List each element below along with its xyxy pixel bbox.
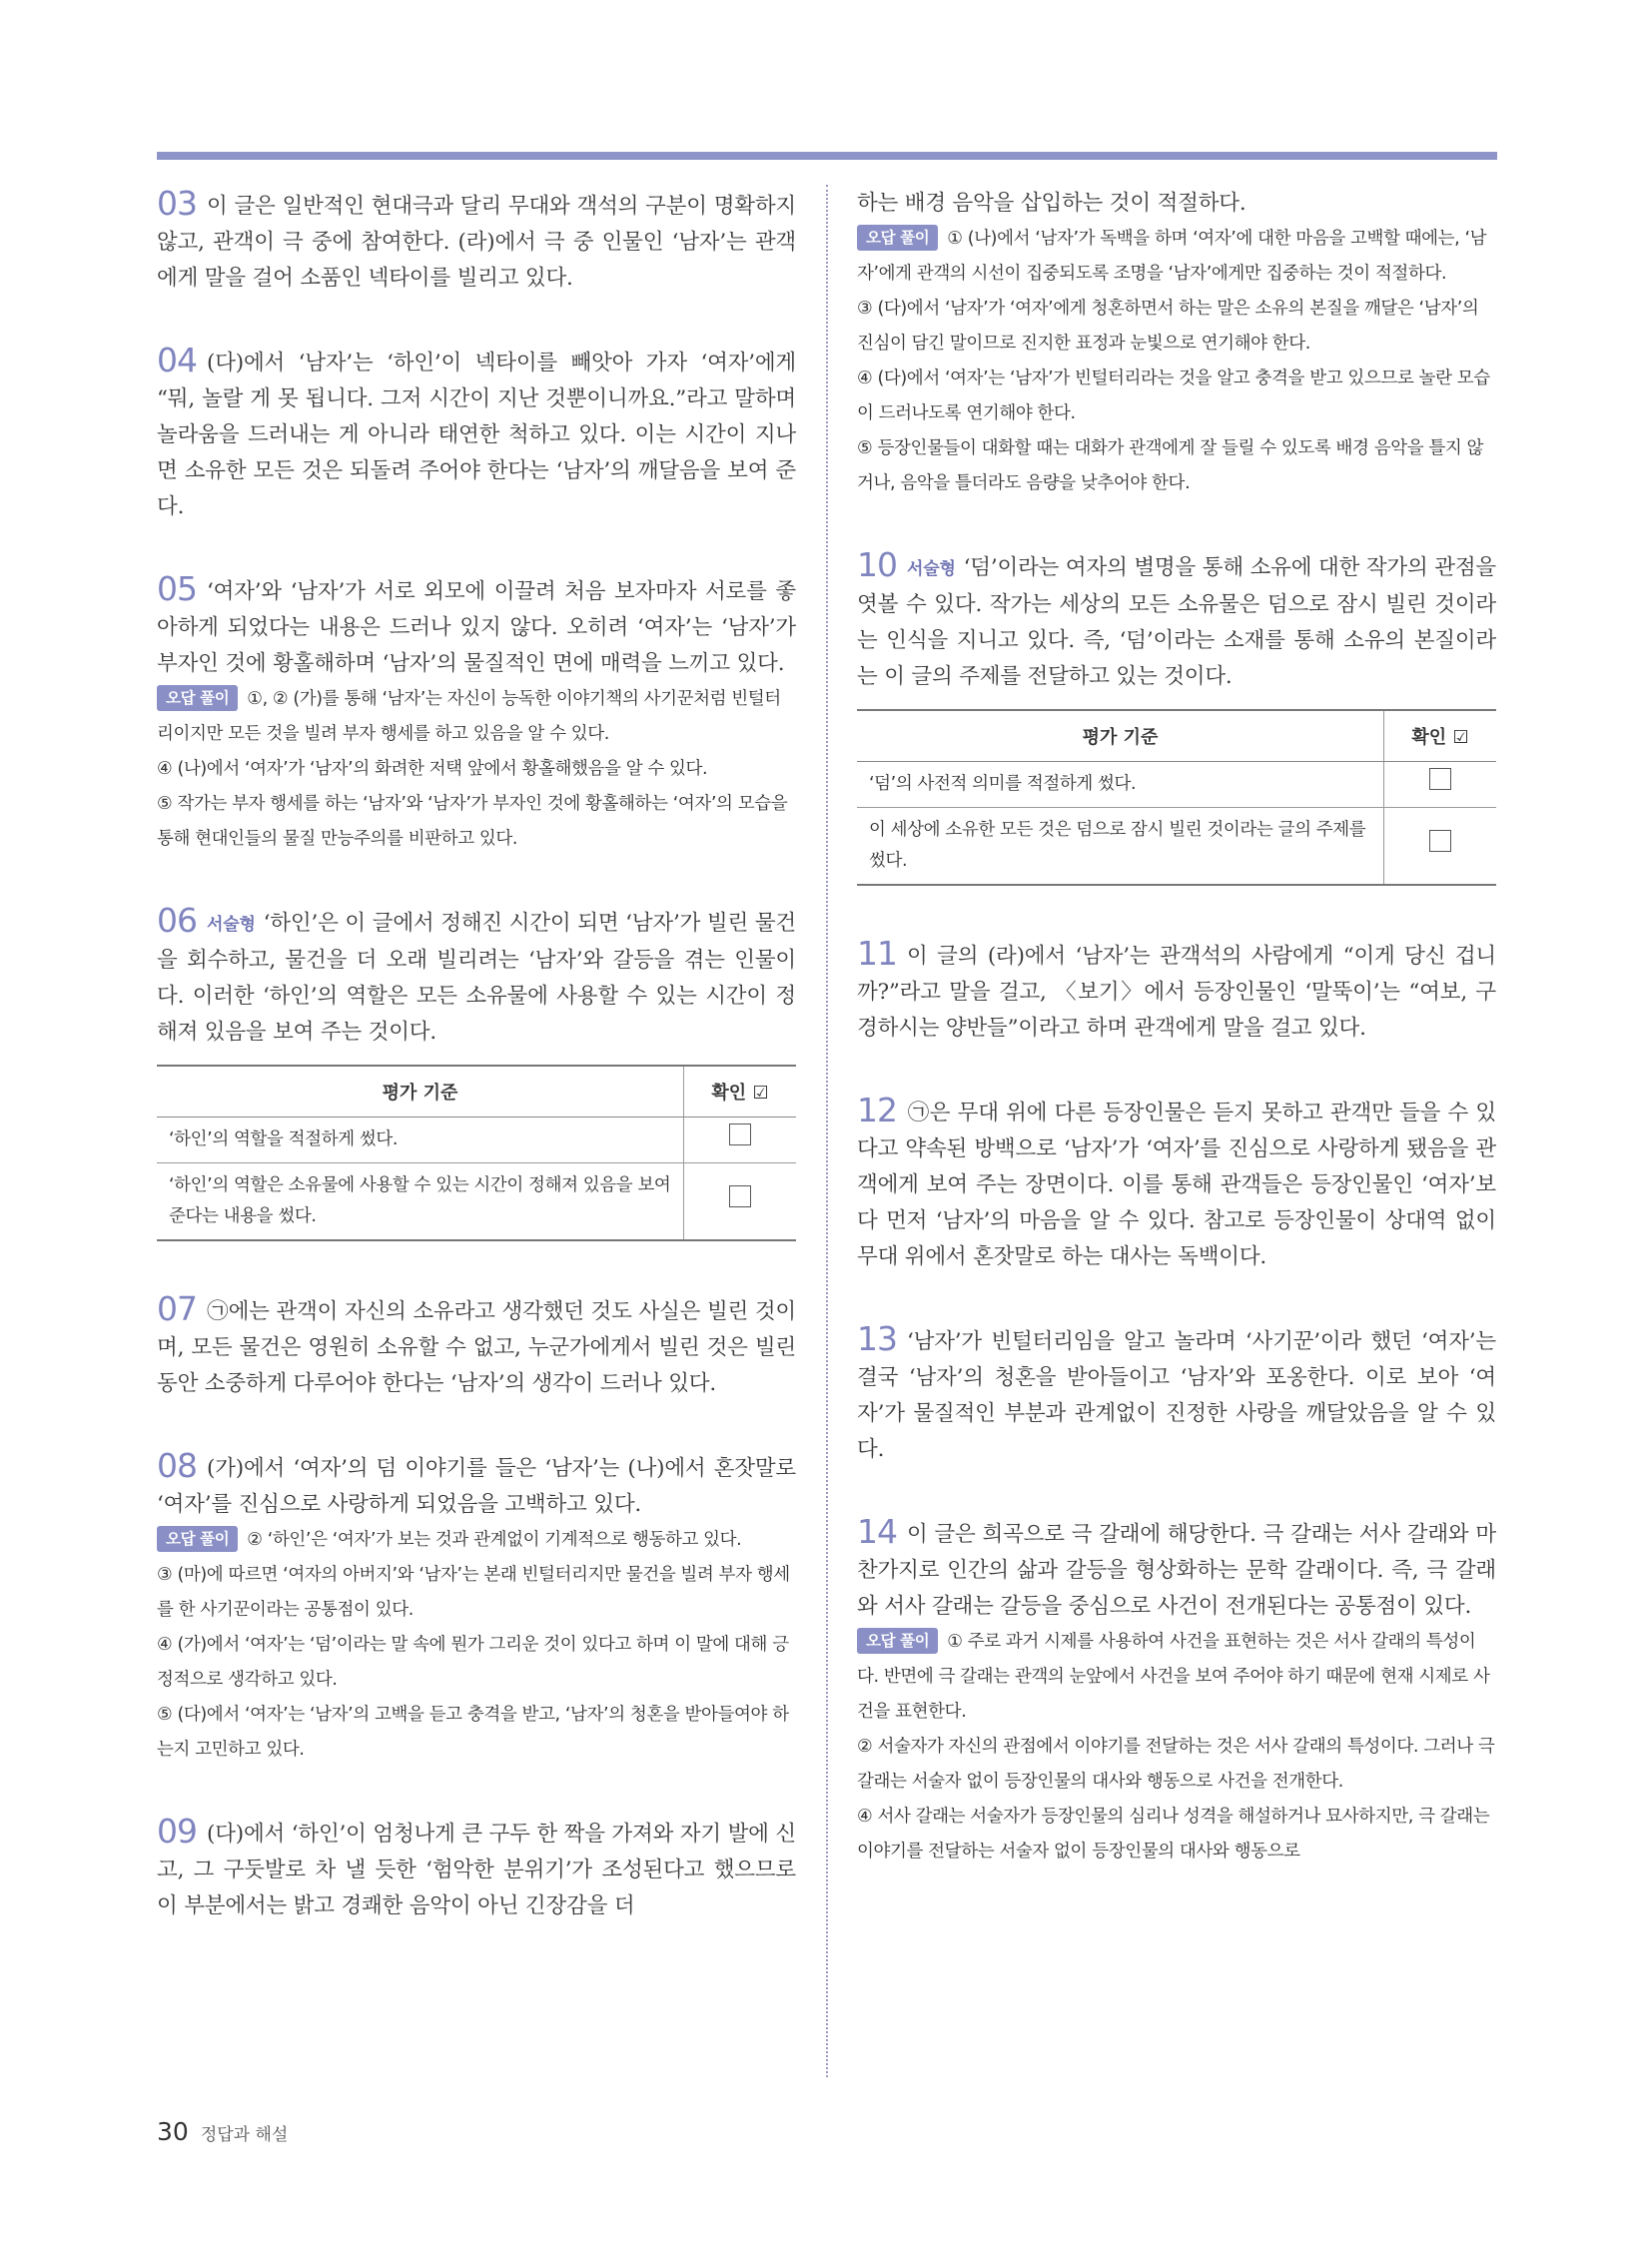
criteria-table [157,1065,796,1241]
criteria-cell: ‘하인’의 역할을 적절하게 썼다. [157,1118,684,1163]
answer-text: ‘덤’이라는 여자의 별명을 통해 소유에 대한 작가의 관점을 엿볼 수 있다. 작가는 세상의 모든 소유물은 덤으로 잠시 빌린 것이라는 인식을 지니고 있다. 즉, ‘덤’이라는 소재를 통해 소유의 본질이라는 이 글의 주제를 전달하고 있는 것이다. [857,555,1496,689]
top-accent-bar [157,152,1497,160]
answer-text: 이 글의 (라)에서 ‘남자’는 관객석의 사람에게 “이게 당신 겁니까?”라고 말을 걸고, 〈보기〉에서 등장인물인 ‘말뚝이’는 “여보, 구경하시는 양반들”이라고 하며 관객에게 말을 걸고 있다. [857,944,1496,1041]
left-column [157,186,796,1924]
question-number: 08 [157,1446,197,1485]
question-number: 07 [157,1289,197,1328]
note-text: ④ (다)에서 ‘여자’는 ‘남자’가 빈털터리라는 것을 알고 충격을 받고 있으므로 놀란 모습이 드러나도록 연기해야 한다. [857,369,1490,423]
question-number: 14 [857,1512,897,1551]
criteria-cell: 이 세상에 소유한 모든 것은 덤으로 잠시 빌린 것이라는 글의 주제를 썼다. [857,808,1384,886]
table-row [857,808,1496,886]
note-text: ③ (마)에 따르면 ‘여자의 아버지’와 ‘남자’는 본래 빈털터리지만 물건을 빌려 부자 행세를 한 사기꾼이라는 공통점이 있다. [157,1565,790,1620]
criteria-cell: ‘하인’의 역할은 소유물에 사용할 수 있는 시간이 정해져 있음을 보여 준다는 내용을 썼다. [157,1163,684,1241]
column-divider [826,185,828,2077]
question-11 [857,936,1496,1047]
answer-text: ㉠은 무대 위에 다른 등장인물은 듣지 못하고 관객만 들을 수 있다고 약속된 방백으로 ‘남자’가 ‘여자’를 진심으로 사랑하게 됐음을 관객에게 보여 주는 장면이다. 이를 통해 관객들은 등장인물인 ‘여자’보다 먼저 ‘남자’의 마음을 알 수 있다. 참고로 등장인물이 상대역 없이 무대 위에서 혼잣말로 하는 대사는 독백이다. [857,1101,1496,1269]
question-09 [157,1814,796,1924]
note-text: ④ (나)에서 ‘여자’가 ‘남자’의 화려한 저택 앞에서 황홀해했음을 알 수 있다. [157,759,708,779]
answer-text: 이 글은 일반적인 현대극과 달리 무대와 객석의 구분이 명확하지 않고, 관객이 극 중에 참여한다. (라)에서 극 중 인물인 ‘남자’는 관객에게 말을 걸어 소품인 넥타이를 빌리고 있다. [157,194,796,291]
criteria-header: 평가 기준 [157,1066,684,1118]
answer-text: (다)에서 ‘남자’는 ‘하인’이 넥타이를 빼앗아 가자 ‘여자’에게 “뭐, 놀랄 게 못 됩니다. 그저 시간이 지난 것뿐이니까요.”라고 말하며 놀라움을 드러내는 게 아니라 태연한 척하고 있다. 이는 시간이 지나면 소유한 모든 것은 되돌려 주어야 한다는 ‘남자’의 깨달음을 보여 준다. [157,351,796,519]
note-text: ① (나)에서 ‘남자’가 독백을 하며 ‘여자’에 대한 마음을 고백할 때에는, ‘남자’에게 관객의 시선이 집중되도록 조명을 ‘남자’에게만 집중하는 것이 적절하다. [857,229,1487,284]
question-03 [157,186,796,297]
question-number: 05 [157,569,197,608]
note-text: ④ (가)에서 ‘여자’는 ‘덤’이라는 말 속에 뭔가 그리운 것이 있다고 하며 이 말에 대해 긍정적으로 생각하고 있다. [157,1635,789,1690]
criteria-table [857,709,1496,886]
table-row [157,1118,796,1163]
question-number: 03 [157,184,197,223]
question-06 [157,903,796,1241]
question-13 [857,1321,1496,1468]
right-column [857,186,1496,1869]
table-header-row [157,1066,796,1118]
note-text: ⑤ (다)에서 ‘여자’는 ‘남자’의 고백을 듣고 충격을 받고, ‘남자’의 청혼을 받아들여야 하는지 고민하고 있다. [157,1705,789,1760]
essay-tag: 서술형 [907,559,956,579]
question-number: 11 [857,934,897,973]
table-header-row [857,710,1496,762]
note-text: ③ (다)에서 ‘남자’가 ‘여자’에게 청혼하면서 하는 말은 소유의 본질을 깨달은 ‘남자’의 진심이 담긴 말이므로 진지한 표정과 눈빛으로 연기해야 한다. [857,299,1479,354]
checkbox[interactable] [1429,830,1451,852]
table-row [857,762,1496,808]
checkbox[interactable] [729,1185,751,1207]
answer-text: ㉠에는 관객이 자신의 소유라고 생각했던 것도 사실은 빌린 것이며, 모든 물건은 영원히 소유할 수 없고, 누군가에게서 빌린 것은 빌린 동안 소중하게 다루어야 한다는 ‘남자’의 생각이 드러나 있다. [157,1299,796,1396]
note-text: ② 서술자가 자신의 관점에서 이야기를 전달하는 것은 서사 갈래의 특성이다. 그러나 극 갈래는 서술자 없이 등장인물의 대사와 행동으로 사건을 전개한다. [857,1737,1495,1792]
answer-text: (다)에서 ‘하인’이 엄청나게 큰 구두 한 짝을 가져와 자기 발에 신고, 그 구둣발로 차 낼 듯한 ‘험악한 분위기’가 조성된다고 했으므로 이 부분에서는 밝고 경쾌한 음악이 아닌 긴장감을 더 [157,1822,796,1918]
question-number: 09 [157,1812,197,1851]
answer-text: 이 글은 희곡으로 극 갈래에 해당한다. 극 갈래는 서사 갈래와 마찬가지로 인간의 삶과 갈등을 형상화하는 문학 갈래이다. 즉, 극 갈래와 서사 갈래는 갈등을 중심으로 사건이 전개된다는 공통점이 있다. [857,1522,1496,1619]
question-number: 12 [857,1091,897,1129]
check-header: 확인 ☑ [1384,710,1497,762]
question-04 [157,343,796,525]
criteria-header: 평가 기준 [857,710,1384,762]
table-row [157,1163,796,1241]
answer-text: 하는 배경 음악을 삽입하는 것이 적절하다. [857,191,1246,216]
question-12 [857,1093,1496,1275]
essay-tag: 서술형 [207,915,256,935]
question-number: 06 [157,901,197,940]
answer-text: (가)에서 ‘여자’의 덤 이야기를 들은 ‘남자’는 (나)에서 혼잣말로 ‘여자’를 진심으로 사랑하게 되었음을 고백하고 있다. [157,1456,796,1517]
question-09-continued [857,186,1496,501]
question-07 [157,1291,796,1402]
footer-label: 정답과 해설 [200,2125,289,2145]
question-number: 04 [157,341,197,379]
note-text: ② ‘하인’은 ‘여자’가 보는 것과 관계없이 기계적으로 행동하고 있다. [247,1530,742,1550]
answer-text: ‘하인’은 이 글에서 정해진 시간이 되면 ‘남자’가 빌린 물건을 회수하고, 물건을 더 오래 빌리려는 ‘남자’와 갈등을 겪는 인물이다. 이러한 ‘하인’의 역할은 모든 소유물에 사용할 수 있는 시간이 정해져 있음을 보여 주는 것이다. [157,911,796,1045]
wrong-answer-badge: 오답 풀이 [857,1628,938,1654]
question-14 [857,1514,1496,1869]
wrong-answer-badge: 오답 풀이 [857,225,938,251]
checkbox[interactable] [729,1123,751,1145]
note-text: ④ 서사 갈래는 서술자가 등장인물의 심리나 성격을 해설하거나 묘사하지만, 극 갈래는 이야기를 전달하는 서술자 없이 등장인물의 대사와 행동으로 [857,1807,1490,1862]
check-header: 확인 ☑ [684,1066,797,1118]
answer-text: ‘남자’가 빈털터리임을 알고 놀라며 ‘사기꾼’이라 했던 ‘여자’는 결국 ‘남자’의 청혼을 받아들이고 ‘남자’와 포옹한다. 이로 보아 ‘여자’가 물질적인 부분과 관계없이 진정한 사랑을 깨달았음을 알 수 있다. [857,1329,1496,1462]
note-text: ⑤ 작가는 부자 행세를 하는 ‘남자’와 ‘남자’가 부자인 것에 황홀해하는 ‘여자’의 모습을 통해 현대인들의 물질 만능주의를 비판하고 있다. [157,794,788,849]
answer-text: ‘여자’와 ‘남자’가 서로 외모에 이끌려 처음 보자마자 서로를 좋아하게 되었다는 내용은 드러나 있지 않다. 오히려 ‘여자’는 ‘남자’가 부자인 것에 황홀해하며 ‘남자’의 물질적인 면에 매력을 느끼고 있다. [157,579,796,676]
page-footer [157,2117,288,2146]
checkbox[interactable] [1429,768,1451,790]
wrong-answer-badge: 오답 풀이 [157,685,238,711]
question-05 [157,571,796,857]
question-08 [157,1448,796,1768]
question-number: 10 [857,545,897,584]
question-number: 13 [857,1319,897,1358]
page-number: 30 [157,2117,189,2146]
note-text: ⑤ 등장인물들이 대화할 때는 대화가 관객에게 잘 들릴 수 있도록 배경 음악을 틀지 않거나, 음악을 틀더라도 음량을 낮추어야 한다. [857,438,1484,493]
criteria-cell: ‘덤’의 사전적 의미를 적절하게 썼다. [857,762,1384,808]
question-10 [857,547,1496,886]
wrong-answer-badge: 오답 풀이 [157,1526,238,1552]
note-text: ① 주로 과거 시제를 사용하여 사건을 표현하는 것은 서사 갈래의 특성이다. 반면에 극 갈래는 관객의 눈앞에서 사건을 보여 주어야 하기 때문에 현재 시제로 사건을 표현한다. [857,1632,1490,1722]
note-text: ①, ② (가)를 통해 ‘남자’는 자신이 능독한 이야기책의 사기꾼처럼 빈털터리이지만 모든 것을 빌려 부자 행세를 하고 있음을 알 수 있다. [157,689,781,744]
